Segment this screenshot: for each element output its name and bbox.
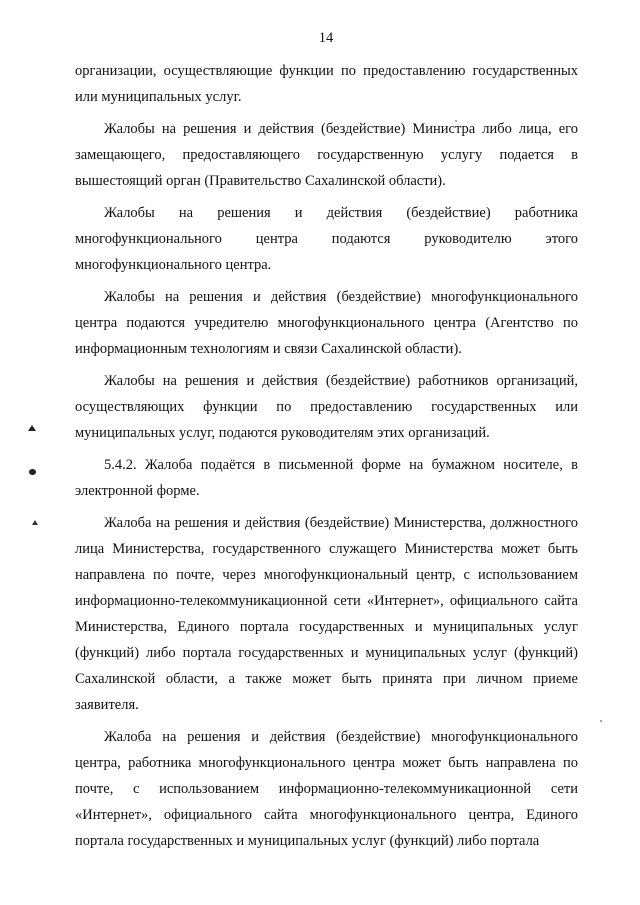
page-number: 14	[318, 30, 334, 46]
paragraph: Жалобы на решения и действия (бездействие) работника многофункционального центра подаются руководителю этого многофункционального центра.	[75, 205, 578, 273]
margin-mark	[29, 469, 36, 475]
paragraph: Жалобы на решения и действия (бездействие) Министра либо лица, его замещающего, предоставляющего государственную услугу подается в вышестоящий орган (Правительство Сахалинской области).	[75, 121, 578, 189]
document-body	[75, 58, 578, 860]
paragraph: Жалобы на решения и действия (бездействие) многофункционального центра подаются учредителю многофункционального центра (Агентство по информационным технологиям и связи Сахалинской области).	[75, 289, 578, 357]
scan-speck	[600, 720, 602, 722]
paragraph: 5.4.2. Жалоба подаётся в письменной форме на бумажном носителе, в электронной форме.	[75, 457, 578, 499]
paragraph: организации, осуществляющие функции по предоставлению государственных или муниципальных услуг.	[75, 63, 578, 105]
paragraph: Жалоба на решения и действия (бездействие) Министерства, должностного лица Министерства, государственного служащего Министерства может быть направлена по почте, через многофункциональный центр, с использованием информационно-телекоммуникационной сети «Интернет», официального сайта Министерства, Единого портала государственных и муниципальных услуг (функций) либо портала государственных и муниципальных услуг (функций) Сахалинской области, а также может быть принята при личном приеме заявителя.	[75, 515, 578, 713]
margin-mark	[32, 520, 38, 525]
paragraph: Жалоба на решения и действия (бездействие) многофункционального центра, работника многофункционального центра может быть направлена по почте, с использованием информационно-телекоммуникационной сети «Интернет», официального сайта многофункционального центра, Единого портала государственных и муниципальных услуг (функций) либо портала	[75, 729, 578, 849]
paragraph: Жалобы на решения и действия (бездействие) работников организаций, осуществляющих функции по предоставлению государственных или муниципальных услуг, подаются руководителям этих организаций.	[75, 373, 578, 441]
margin-mark	[28, 425, 36, 431]
